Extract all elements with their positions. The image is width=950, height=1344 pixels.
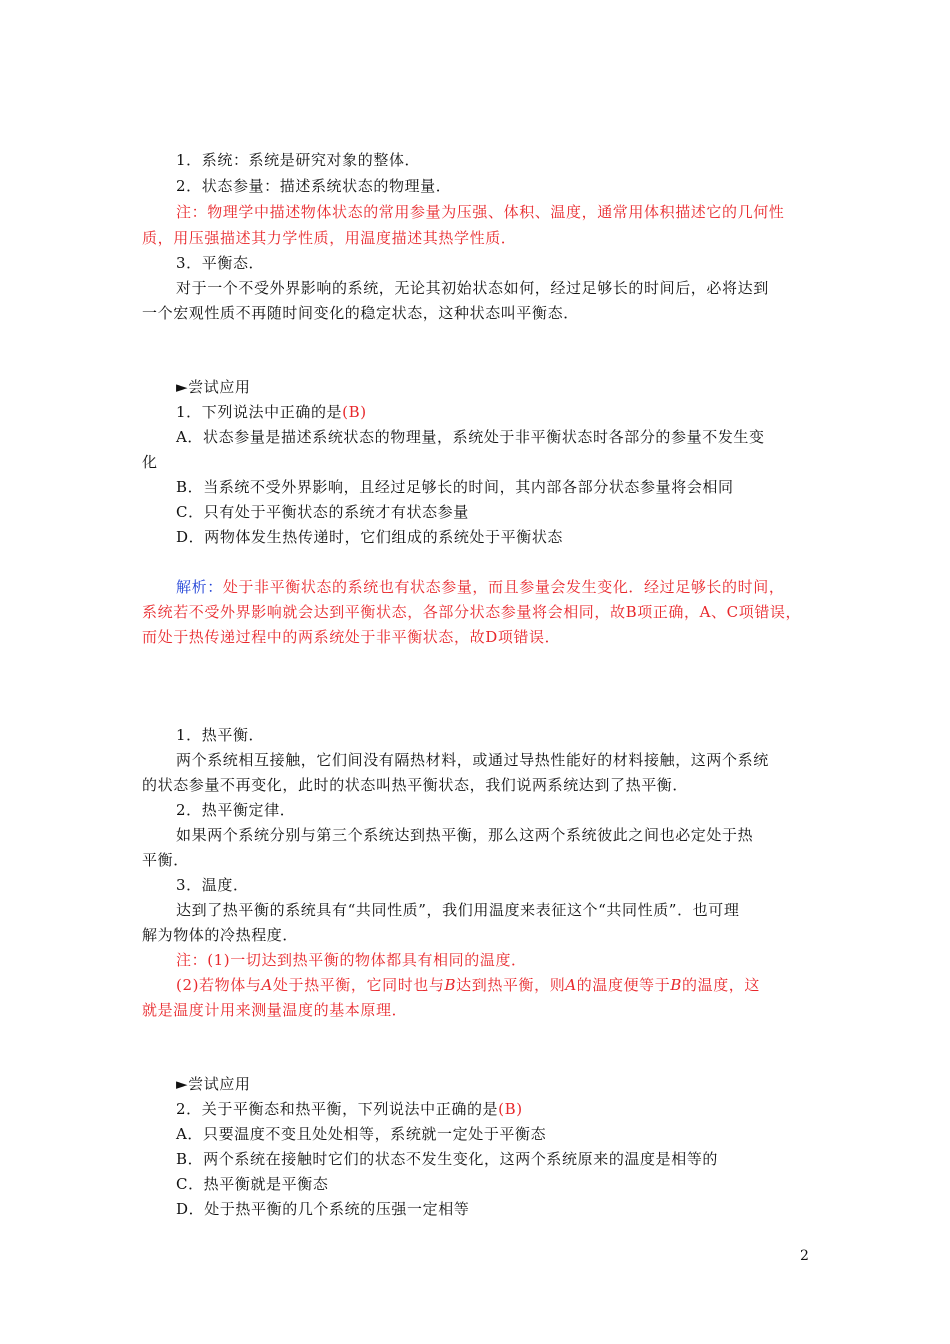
practice1-option-b: B．当系统不受外界影响，且经过足够长的时间，其内部各部分状态参量将会相同 (176, 478, 734, 496)
practice1-heading: ►尝试应用 (176, 378, 251, 396)
section2-note1: 注：(1)一切达到热平衡的物体都具有相同的温度． (176, 951, 527, 969)
section1-note-line2: 质，用压强描述其力学性质，用温度描述其热学性质． (142, 229, 517, 247)
section2-item1: 1．热平衡． (176, 726, 265, 744)
practice1-option-a-line2: 化 (142, 453, 158, 471)
section2-para2-line1: 如果两个系统分别与第三个系统达到热平衡，那么这两个系统彼此之间也必定处于热 (176, 826, 754, 844)
note2-part-e: 的温度，这 (682, 976, 761, 994)
practice1-answer: (B) (342, 403, 367, 421)
section2-item2: 2．热平衡定律． (176, 801, 296, 819)
section2-item3: 3．温度． (176, 876, 249, 894)
section2-para1-line2: 的状态参量不再变化，此时的状态叫热平衡状态，我们说两系统达到了热平衡． (142, 776, 689, 794)
practice1-option-c: C．只有处于平衡状态的系统才有状态参量 (176, 503, 469, 521)
page-number: 2 (800, 1248, 809, 1264)
section2-para3-line1: 达到了热平衡的系统具有“共同性质”，我们用温度来表征这个“共同性质”．也可理 (176, 901, 740, 919)
variable-b: B (444, 976, 457, 994)
practice2-heading: ►尝试应用 (176, 1075, 251, 1093)
practice1-analysis-line3: 而处于热传递过程中的两系统处于非平衡状态，故D项错误． (142, 628, 561, 646)
note2-part-c: 达到热平衡，则 (456, 976, 566, 994)
practice1-option-a-line1: A．状态参量是描述系统状态的物理量，系统处于非平衡状态时各部分的参量不发生变 (176, 428, 765, 446)
note2-part-a: (2)若物体与 (176, 976, 262, 994)
practice2-option-d: D．处于热平衡的几个系统的压强一定相等 (176, 1200, 470, 1218)
analysis-label: 解析： (176, 578, 223, 596)
practice1-question (176, 400, 367, 424)
practice2-question (176, 1097, 523, 1121)
practice1-analysis-line2: 系统若不受外界影响就会达到平衡状态，各部分状态参量将会相同，故B项正确，A、C项错误， (142, 603, 802, 621)
section2-note2-line2: 就是温度计用来测量温度的基本原理． (142, 1001, 408, 1019)
section1-item2: 2．状态参量：描述系统状态的物理量． (176, 177, 452, 195)
section2-para1-line1: 两个系统相互接触，它们间没有隔热材料，或通过导热性能好的材料接触，这两个系统 (176, 751, 769, 769)
section1-note-line1: 注：物理学中描述物体状态的常用参量为压强、体积、温度，通常用体积描述它的几何性 (176, 203, 785, 221)
variable-b-2: B (670, 976, 682, 994)
note2-part-b: 处于热平衡，它同时也与 (272, 976, 445, 994)
practice2-option-a: A．只要温度不变且处处相等，系统就一定处于平衡态 (176, 1125, 547, 1143)
section1-item1: 1．系统：系统是研究对象的整体． (176, 151, 421, 169)
section1-item3: 3．平衡态． (176, 254, 265, 272)
practice2-option-b: B．两个系统在接触时它们的状态不发生变化，这两个系统原来的温度是相等的 (176, 1150, 719, 1168)
practice1-analysis-line1 (176, 575, 784, 599)
section2-para3-line2: 解为物体的冷热程度． (142, 926, 299, 944)
practice2-answer: (B) (498, 1100, 523, 1118)
analysis-text-1: 处于非平衡状态的系统也有状态参量，而且参量会发生变化．经过足够长的时间， (222, 578, 785, 596)
practice1-question-text: 1．下列说法中正确的是 (176, 403, 343, 421)
practice1-option-d: D．两物体发生热传递时，它们组成的系统处于平衡状态 (176, 528, 564, 546)
variable-a-2: A (565, 976, 577, 994)
practice2-option-c: C．热平衡就是平衡态 (176, 1175, 329, 1193)
section1-para-line1: 对于一个不受外界影响的系统，无论其初始状态如何，经过足够长的时间后，必将达到 (176, 279, 769, 297)
section2-para2-line2: 平衡． (142, 851, 189, 869)
practice2-question-text: 2．关于平衡态和热平衡，下列说法中正确的是 (176, 1100, 499, 1118)
section1-para-line2: 一个宏观性质不再随时间变化的稳定状态，这种状态叫平衡态． (142, 304, 579, 322)
variable-a: A (261, 976, 273, 994)
note2-part-d: 的温度便等于 (576, 976, 671, 994)
section2-note2-line1 (176, 973, 760, 997)
